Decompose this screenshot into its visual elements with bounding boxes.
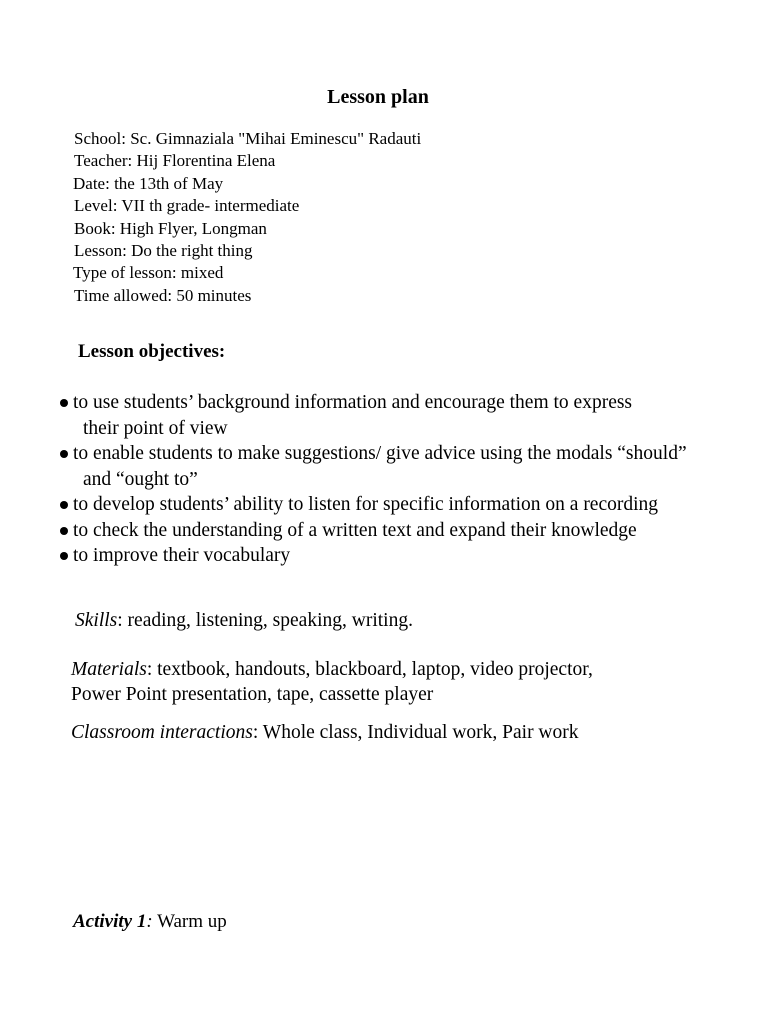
objective-item xyxy=(60,518,687,544)
objective-text-continued: their point of view xyxy=(83,417,228,439)
activity-colon: : xyxy=(146,911,153,932)
objective-item xyxy=(60,492,687,518)
lesson-info xyxy=(74,128,421,307)
activity-label: Activity 1 xyxy=(73,911,147,932)
skills-text: : reading, listening, speaking, writing. xyxy=(117,610,413,631)
objective-text: to develop students’ ability to listen for specific information on a recording xyxy=(73,494,659,515)
bullet-icon xyxy=(60,527,68,535)
info-date: Date: the 13th of May xyxy=(73,173,224,193)
materials-text: : textbook, handouts, blackboard, laptop, video projector, xyxy=(146,659,593,680)
info-teacher: Teacher: Hij Florentina Elena xyxy=(74,151,276,171)
activity-text: Warm up xyxy=(152,911,227,932)
objective-text: to improve their vocabulary xyxy=(73,545,291,566)
info-level: Level: VII th grade- intermediate xyxy=(74,196,300,216)
info-lesson: Lesson: Do the right thing xyxy=(74,241,253,261)
objective-text: to enable students to make suggestions/ give advice using the modals “should” xyxy=(73,443,687,464)
skills-label: Skills xyxy=(75,610,118,631)
skills-line xyxy=(75,610,413,632)
info-type: Type of lesson: mixed xyxy=(73,263,224,283)
interactions-text: : Whole class, Individual work, Pair work xyxy=(252,722,579,743)
bullet-icon xyxy=(60,399,68,407)
objective-item xyxy=(60,543,687,569)
objective-text: to use students’ background information and encourage them to express xyxy=(73,392,633,413)
objectives-heading: Lesson objectives: xyxy=(78,341,226,362)
interactions-line xyxy=(71,722,579,744)
materials-label: Materials xyxy=(71,659,147,680)
document-title: Lesson plan xyxy=(327,86,429,108)
info-book: Book: High Flyer, Longman xyxy=(74,218,267,238)
bullet-icon xyxy=(60,501,68,509)
bullet-icon xyxy=(60,450,68,458)
bullet-icon xyxy=(60,552,68,560)
objective-item xyxy=(60,390,687,441)
activity-heading xyxy=(73,911,227,933)
objective-text-continued: and “ought to” xyxy=(83,468,198,490)
materials-block xyxy=(71,657,593,707)
objective-text: to check the understanding of a written text and expand their knowledge xyxy=(73,519,637,541)
interactions-label: Classroom interactions xyxy=(71,722,253,743)
materials-text-continued: Power Point presentation, tape, cassette player xyxy=(71,684,434,705)
info-school: School: Sc. Gimnaziala "Mihai Eminescu" Radauti xyxy=(74,129,422,148)
info-time: Time allowed: 50 minutes xyxy=(74,285,252,305)
objective-item xyxy=(60,441,687,492)
objectives-list xyxy=(60,390,687,569)
